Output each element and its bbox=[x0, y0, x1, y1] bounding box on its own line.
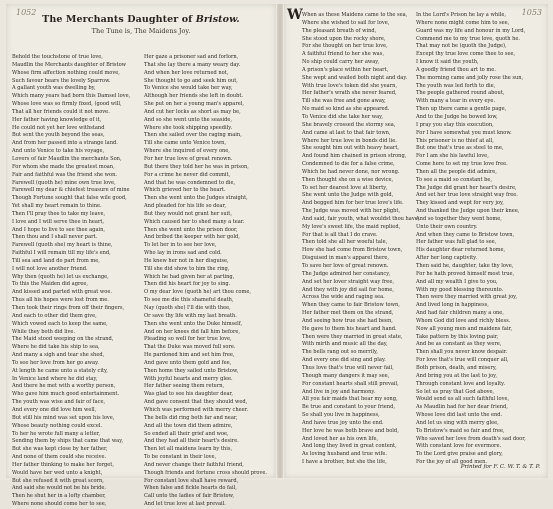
verse-line: I love and I will serve thee in heart, bbox=[12, 218, 105, 225]
verse-line: Her gaze a prisoner sad and forlorn, bbox=[144, 54, 239, 60]
verse-line: Then he shut her in a lofty chamber, bbox=[12, 493, 106, 500]
verse-line: That the Duke was moved full sore. bbox=[144, 344, 236, 351]
verse-line: But sent the youth beyond the seas, bbox=[12, 132, 105, 139]
verse-line: To her he wrote full many a letter, bbox=[12, 430, 101, 437]
verse-line: Where her true love in bonds did lie. bbox=[302, 137, 397, 144]
verse-line: After her long captivity. bbox=[416, 255, 477, 262]
verse-line: To Bristow's maid so fair and free, bbox=[416, 427, 505, 434]
verse-line: Come here to set my true love free. bbox=[416, 161, 508, 168]
verse-line: Thus love that's true will never fail, bbox=[302, 364, 394, 371]
verse-line: Whose firm affection nothing could move, bbox=[12, 69, 120, 76]
verse-line: With constant love for evermore. bbox=[416, 443, 502, 450]
verse-line: And every one did love him well, bbox=[12, 406, 97, 413]
verse-line: Where she inquired of every one, bbox=[144, 148, 230, 155]
verse-line: A prison's place within her heart, bbox=[302, 66, 389, 73]
verse-line: And when they came to Bristow town, bbox=[416, 231, 515, 238]
verse-line: The Judge admired her constancy, bbox=[302, 270, 391, 277]
verse-line: But there they told her he was in prison, bbox=[144, 163, 249, 170]
verse-line: That she lay there a many weary day. bbox=[144, 61, 241, 68]
verse-line: Both prison, death, and misery, bbox=[416, 364, 497, 371]
verse-line: Her love he was both brave and bold, bbox=[302, 427, 399, 434]
verse-line: And bribed the keeper with her gold, bbox=[144, 234, 240, 241]
verse-line: Where she took shipping speedily. bbox=[144, 124, 233, 131]
verse-line: And kissed and parted with great woe. bbox=[12, 289, 112, 296]
verse-line: Who saved her love from death's sad door, bbox=[416, 435, 526, 442]
verse-line: Although her friends she left in doubt. bbox=[144, 93, 244, 100]
verse-line: For that is all that I do crave. bbox=[302, 231, 378, 238]
verse-line: Then she went unto the prison door, bbox=[144, 226, 238, 233]
verse-line: The Judge was moved with her plight, bbox=[302, 208, 401, 215]
verse-line: For the joy of all good men. bbox=[416, 459, 487, 466]
verse-line: Till she did show to him the ring, bbox=[144, 265, 230, 272]
verse-line: Then were they married in great state, bbox=[302, 333, 403, 340]
verse-line: To be constant in their love, bbox=[144, 454, 217, 461]
verse-line: Yet shall my heart remain to thine. bbox=[12, 203, 102, 210]
verse-line: And said, fair youth, what wouldst thou have, bbox=[302, 215, 420, 222]
verse-line: Which grieved her to the heart. bbox=[144, 187, 226, 194]
verse-line: Which was performed with merry cheer. bbox=[144, 406, 249, 413]
page-gutter bbox=[277, 4, 283, 478]
verse-line: But she was kept close by her father, bbox=[12, 446, 108, 453]
verse-line: For he hath proved himself most true, bbox=[416, 270, 515, 277]
verse-line: To the Lord give praise and glory, bbox=[416, 451, 503, 458]
verse-line: The Maid stood weeping on the strand, bbox=[12, 336, 114, 343]
verse-line: Now all young men and maidens fair, bbox=[416, 325, 513, 332]
verse-line: Her father met them on the strand, bbox=[302, 310, 394, 317]
verse-line: Then let all maidens learn by this, bbox=[144, 446, 233, 453]
verse-line: No ship could carry her away, bbox=[302, 59, 380, 66]
verse-line: Guard was my life and honour in my Lord, bbox=[416, 27, 526, 34]
verse-line: Though Fortune sought that false wile good, bbox=[12, 195, 127, 202]
verse-line: And that he was condemned to die, bbox=[144, 179, 236, 186]
verse-line: With many a tear in every eye. bbox=[416, 98, 496, 105]
verse-line: So ended all their grief and woe, bbox=[144, 430, 229, 437]
verse-line: Then thought she on a wise device, bbox=[302, 176, 394, 183]
verse-line: And each to other did them give, bbox=[12, 312, 97, 319]
verse-line: Which many years had born this Damsel love, bbox=[12, 93, 131, 100]
verse-line: And gave unto them gold and fee, bbox=[144, 359, 232, 366]
verse-line: To Venice did she take her way, bbox=[302, 113, 383, 120]
verse-line: And lived long in happiness, bbox=[416, 302, 489, 309]
verse-line: This prisoner is no thief at all, bbox=[416, 137, 494, 144]
verse-line: Though many dangers it may see, bbox=[302, 372, 390, 379]
verse-line: Whose love did last unto the end. bbox=[416, 412, 503, 419]
verse-line: Then I'll pray thee to take my leave, bbox=[12, 210, 106, 217]
verse-line: And on her knees did fall him before, bbox=[144, 328, 241, 335]
verse-line: A gallant youth was dwelling by, bbox=[12, 85, 96, 92]
verse-line: For love that's true will conquer all, bbox=[416, 357, 509, 364]
verse-line: Sending them by ships that came that way, bbox=[12, 438, 124, 445]
verse-line: And I hope to live to see thee again, bbox=[12, 226, 106, 233]
verse-line: Where she wished to sail for love, bbox=[302, 19, 390, 26]
verse-line: And cut her locks as short as may be, bbox=[144, 108, 241, 115]
verse-line: For her true love of great renown. bbox=[144, 155, 233, 162]
verse-line: And set her true love straight way free. bbox=[416, 192, 518, 199]
verse-line: Condemned to die for a false crime, bbox=[302, 161, 395, 168]
verse-line: With mirth and music all the day, bbox=[302, 341, 388, 348]
verse-line: And loved her as his own life, bbox=[302, 435, 379, 442]
verse-line: Then she went unto the Judges straight, bbox=[144, 195, 248, 202]
verse-line: Fair and faithful was the friend she won. bbox=[12, 171, 117, 178]
left-page-number: 1052 bbox=[16, 8, 37, 17]
verse-line: And found him chained in prison strong, bbox=[302, 153, 407, 160]
verse-line: But still his mind was set upon his love, bbox=[12, 414, 115, 421]
verse-line: The youth was wise and fair of face, bbox=[12, 399, 106, 406]
verse-line: Faithful I will remain till my life's end, bbox=[12, 250, 111, 257]
verse-line: With true love's token did she yearn, bbox=[302, 82, 398, 89]
verse-line: Or save thy life with my last breath. bbox=[144, 312, 237, 319]
verse-line: Take pattern by this loving pair, bbox=[416, 333, 499, 340]
verse-line: For she thought on her true love, bbox=[302, 43, 388, 50]
verse-line: She thought to go and seek him out, bbox=[144, 77, 238, 84]
verse-line: While they both did live. bbox=[12, 328, 76, 335]
verse-line: Where none might come him to see, bbox=[416, 19, 510, 26]
verse-line: To see a maid so constant be, bbox=[416, 176, 493, 183]
verse-line: Though friends and fortune cross should prove. bbox=[144, 469, 267, 476]
verse-line: And let us sing with merry glee, bbox=[416, 419, 499, 426]
verse-line: Nay (quoth she) I'll die with thee, bbox=[144, 305, 231, 311]
verse-line: Where none should come her to see, bbox=[12, 501, 107, 508]
verse-line: How she had come from Bristow town, bbox=[302, 247, 403, 254]
verse-line: Then home they sailed unto Bristow, bbox=[144, 367, 239, 374]
verse-line: And all the town did them admire, bbox=[144, 422, 233, 429]
verse-line: When they came to fair Bristow town, bbox=[302, 302, 400, 309]
verse-line: And had fair children many a one, bbox=[416, 310, 504, 317]
left-column-2 bbox=[144, 54, 272, 509]
verse-line: And there he met with a worthy person, bbox=[12, 383, 116, 390]
verse-line: And pleaded for his life so dear, bbox=[144, 203, 226, 210]
verse-line: In the Lord's Prison he lay a while, bbox=[416, 12, 506, 18]
verse-line: O my dear love (quoth he) art thou come, bbox=[144, 289, 251, 296]
verse-line: Then thou and I shall never part. bbox=[12, 234, 98, 241]
verse-line: At length he came unto a stately city, bbox=[12, 367, 108, 374]
verse-line: And thanked the Judge upon their knee, bbox=[416, 208, 520, 215]
verse-line: Whose love was so firmly fixed, (good will, bbox=[12, 101, 122, 108]
verse-line: They kissed and wept for very joy, bbox=[416, 200, 504, 207]
verse-line: Then up there came a gentle page, bbox=[416, 106, 507, 113]
verse-line: And never change their faithful friend, bbox=[144, 461, 244, 468]
verse-line: But one that's true as steel to me, bbox=[416, 145, 504, 152]
verse-line: The bells rang out so merrily, bbox=[302, 349, 378, 356]
verse-line: Commend me to my true love, quoth he. bbox=[416, 35, 521, 42]
verse-line: And came at last to that fair town, bbox=[302, 129, 391, 136]
verse-line: Which vowed each to keep the same, bbox=[12, 320, 108, 327]
verse-line: For I am she his lawful love, bbox=[416, 153, 489, 160]
verse-line: Then all the people did admire, bbox=[416, 168, 497, 175]
verse-line: Who gave him much good entertainment. bbox=[12, 391, 120, 398]
verse-line: The people gathered round about, bbox=[416, 90, 505, 97]
verse-line: A goodly friend thou art to me. bbox=[416, 66, 496, 73]
printer-imprint: Printed for F. C. W. T. & T. P. bbox=[460, 464, 540, 470]
right-column-2 bbox=[416, 12, 544, 467]
verse-line: Whose beauty nothing could excel. bbox=[12, 422, 103, 429]
drop-capital: W bbox=[287, 7, 303, 23]
verse-line: I pray you stay this execution, bbox=[416, 121, 494, 128]
verse-line: And long they lived in great content, bbox=[302, 443, 397, 450]
left-page bbox=[6, 4, 276, 508]
verse-line: A faithful friend to her she was, bbox=[302, 51, 384, 58]
verse-line: Which he had never done, nor wrong. bbox=[302, 168, 400, 175]
verse-line: Disguised in man's apparel there, bbox=[302, 255, 390, 262]
verse-line: And so together they went home, bbox=[416, 215, 502, 222]
verse-line: Whom God did love and richly bless. bbox=[416, 317, 511, 324]
verse-line: When as these Maidens came to the sea, bbox=[302, 12, 408, 18]
verse-line: And to the Judge he bowed low, bbox=[416, 113, 498, 120]
verse-line: I know it said the youth, bbox=[416, 59, 479, 66]
verse-line: So let us pray that God above, bbox=[416, 388, 495, 395]
ballad-title-main: The Merchants Daughter of bbox=[42, 14, 196, 25]
verse-line: Which caused her to shed many a tear. bbox=[144, 218, 245, 225]
verse-line: The youth was led forth to die, bbox=[416, 82, 496, 89]
verse-line: Then shall you never know despair. bbox=[416, 349, 508, 356]
right-column-1 bbox=[302, 12, 420, 467]
verse-line: Where he did take his ship to sea, bbox=[12, 344, 100, 351]
verse-line: She sought him out with heavy heart, bbox=[302, 145, 400, 152]
verse-line: Her father was full glad to see, bbox=[416, 239, 497, 246]
verse-line: He gave to them his heart and hand. bbox=[302, 325, 397, 332]
verse-line: So shall you live in happiness, bbox=[302, 412, 380, 419]
verse-line: And seeing how true she had been, bbox=[302, 317, 393, 324]
verse-line: To let her in to see her love, bbox=[144, 242, 217, 249]
verse-line: Behold the touchstone of true love, bbox=[12, 54, 103, 60]
verse-line: Was glad to see his daughter dear, bbox=[144, 391, 234, 398]
verse-line: Would send us all such faithful love, bbox=[416, 396, 510, 403]
verse-line: And from her passed into a strange land. bbox=[12, 140, 118, 147]
verse-line: Her father thinking to make her forget, bbox=[12, 461, 114, 468]
verse-line: Her father having knowledge of it, bbox=[12, 116, 102, 123]
verse-line: And unto Venice to take his voyage, bbox=[12, 148, 105, 155]
ballad-title bbox=[6, 14, 276, 25]
verse-line: Farewell (quoth he) mine own true love, bbox=[12, 179, 116, 186]
verse-line: With my good blessing thereunto. bbox=[416, 286, 504, 293]
verse-line: And so she went unto the seaside, bbox=[144, 116, 233, 123]
verse-line: Lovers of fair Maudlin the merchants Son, bbox=[12, 155, 122, 162]
verse-line: For constant hearts shall still prevail, bbox=[302, 380, 399, 387]
verse-line: For constant love shall have reward, bbox=[144, 477, 239, 484]
verse-line: To see me die this shameful death, bbox=[144, 297, 234, 304]
verse-line: Call unto the ladies of fair Bristow, bbox=[144, 493, 234, 500]
verse-line: As Maudlin had for her dear friend, bbox=[416, 404, 508, 411]
verse-line: Maudlin the Merchants daughter of Bristow bbox=[12, 61, 127, 68]
verse-line: To Venice she would take her way, bbox=[144, 85, 233, 92]
verse-line: All you fair maids that hear my song, bbox=[302, 396, 398, 403]
verse-line: With joyful hearts and merry glee. bbox=[144, 375, 233, 382]
verse-line: I have a brother, but she the life, bbox=[302, 459, 387, 466]
verse-line: Her father seeing them return, bbox=[144, 383, 225, 390]
verse-line: She put on her a young man's apparel, bbox=[144, 101, 245, 108]
verse-line: The bells did ring both far and near, bbox=[144, 414, 238, 421]
verse-line: And be as constant as they were, bbox=[416, 341, 502, 348]
left-column-1 bbox=[12, 54, 140, 509]
verse-line: She went unto the Judge with gold, bbox=[302, 192, 394, 199]
verse-line: To see her love from her go away. bbox=[12, 359, 99, 366]
verse-line: Would have her wed unto a knight, bbox=[12, 469, 103, 476]
verse-line: Then she sailed over the raging main, bbox=[144, 132, 242, 139]
verse-line: He knew her not in her disguise, bbox=[144, 257, 229, 264]
verse-line: And bring you at the last to joy, bbox=[416, 372, 497, 379]
verse-line: Which he had given her at parting, bbox=[144, 273, 235, 280]
verse-line: To this the Maiden did agree, bbox=[12, 281, 89, 288]
verse-line: For whom she made the greatest moan, bbox=[12, 163, 115, 170]
verse-line: She stood upon the rocky shore, bbox=[302, 35, 386, 42]
verse-line: That all her friends could it not move. bbox=[12, 108, 110, 115]
verse-line: But they would not grant her suit, bbox=[144, 210, 232, 217]
ballad-tune: The Tune is, The Maidens Joy. bbox=[91, 27, 191, 35]
verse-line: And set her lover straight way free, bbox=[302, 278, 394, 285]
verse-line: Then did his heart for joy to sing. bbox=[144, 281, 231, 288]
verse-line: Then took their rings from off their fingers, bbox=[12, 305, 125, 311]
verse-line: And they with joy did sail for home, bbox=[302, 286, 394, 293]
verse-line: To set her dearest love at liberty, bbox=[302, 184, 388, 191]
ballad-title-place: Bristow. bbox=[195, 14, 240, 25]
verse-line: Pleading so well for her true love, bbox=[144, 336, 232, 343]
verse-line: And let true love at last prevail. bbox=[144, 501, 226, 508]
verse-line: But she refused it with great scorn, bbox=[12, 477, 104, 484]
verse-line: Her father's wrath she never feared, bbox=[302, 90, 397, 97]
verse-line: And said she would not be his bride. bbox=[12, 485, 107, 492]
verse-line: He could not yet her love withstand bbox=[12, 124, 105, 131]
verse-line: Unto their own country. bbox=[416, 223, 478, 230]
verse-line: And when her love returned not, bbox=[144, 69, 229, 76]
verse-line: Through constant love and loyalty. bbox=[416, 380, 505, 387]
verse-line: Farewell my dear & chiefest treasure of mine bbox=[12, 187, 130, 194]
verse-line: Who lay in irons sad and cold. bbox=[144, 250, 222, 257]
verse-line: She wept and wailed both night and day. bbox=[302, 74, 408, 81]
verse-line: And live in joy and harmony. bbox=[302, 388, 376, 395]
verse-line: And begged him for her true love's life. bbox=[302, 200, 404, 207]
verse-line: The morning came and jolly rose the sun, bbox=[416, 74, 524, 81]
verse-line: And many a sigh and tear she shed, bbox=[12, 352, 105, 359]
verse-line: His daughter dear returned home, bbox=[416, 247, 506, 254]
verse-line: And have true joy unto the end. bbox=[302, 419, 384, 426]
verse-line: Then were they married with great joy, bbox=[416, 294, 517, 301]
verse-line: The Judge did grant her heart's desire, bbox=[416, 184, 517, 191]
verse-line: For I have somewhat you must know. bbox=[416, 129, 512, 136]
verse-line: And gave consent that they should wed, bbox=[144, 399, 248, 406]
verse-line: Why then (quoth he) let us exchange, bbox=[12, 273, 109, 280]
verse-line: Till she was free and gone away, bbox=[302, 98, 386, 105]
verse-line: To save her love of great renown. bbox=[302, 263, 389, 269]
verse-line: Except thy true love come thee to see, bbox=[416, 51, 516, 58]
verse-line: Thus all his hopes were lost from me. bbox=[12, 297, 109, 304]
verse-line: And none of them could she receive. bbox=[12, 454, 107, 461]
verse-line: Be true and constant to your friend, bbox=[302, 404, 395, 411]
verse-line: In Venice land where he did stay, bbox=[12, 375, 98, 382]
verse-line: No maid so kind as she appeared. bbox=[302, 106, 390, 113]
verse-line: That may not be (quoth the Judge), bbox=[416, 43, 507, 50]
verse-line: And they had all their heart's desire. bbox=[144, 438, 239, 445]
verse-line: Then said he, daughter, take thy love, bbox=[416, 263, 514, 269]
verse-line: And every one did sing and play. bbox=[302, 357, 386, 364]
verse-line: Till sea and land do part from me, bbox=[12, 257, 100, 264]
verse-line: For a crime he never did commit, bbox=[144, 171, 231, 178]
verse-line: As loving husband and true wife. bbox=[302, 451, 388, 458]
verse-line: Till she came unto Venice town, bbox=[144, 140, 227, 147]
right-page bbox=[284, 4, 548, 478]
verse-line: Then she went unto the Duke himself, bbox=[144, 320, 243, 327]
verse-line: When false and fickle hearts do fail, bbox=[144, 485, 237, 492]
verse-line: Such favour bears the lovely Sparrow. bbox=[12, 77, 111, 84]
verse-line: I will not love another friend. bbox=[12, 265, 88, 272]
verse-line: The pleasant breath of wind, bbox=[302, 27, 377, 34]
verse-line: He pardoned him and set him free, bbox=[144, 352, 235, 359]
verse-line: Across the wide and raging sea. bbox=[302, 294, 385, 301]
verse-line: Then told she all her woeful tale, bbox=[302, 239, 388, 246]
verse-line: She bravely crossed the stormy sea, bbox=[302, 121, 396, 128]
verse-line: My love's sweet life, the maid replied, bbox=[302, 223, 401, 230]
right-page-number: 1053 bbox=[521, 8, 542, 17]
verse-line: Farewell (quoth she) my heart is thine, bbox=[12, 242, 113, 249]
verse-line: And all my wealth I give to you, bbox=[416, 278, 498, 285]
